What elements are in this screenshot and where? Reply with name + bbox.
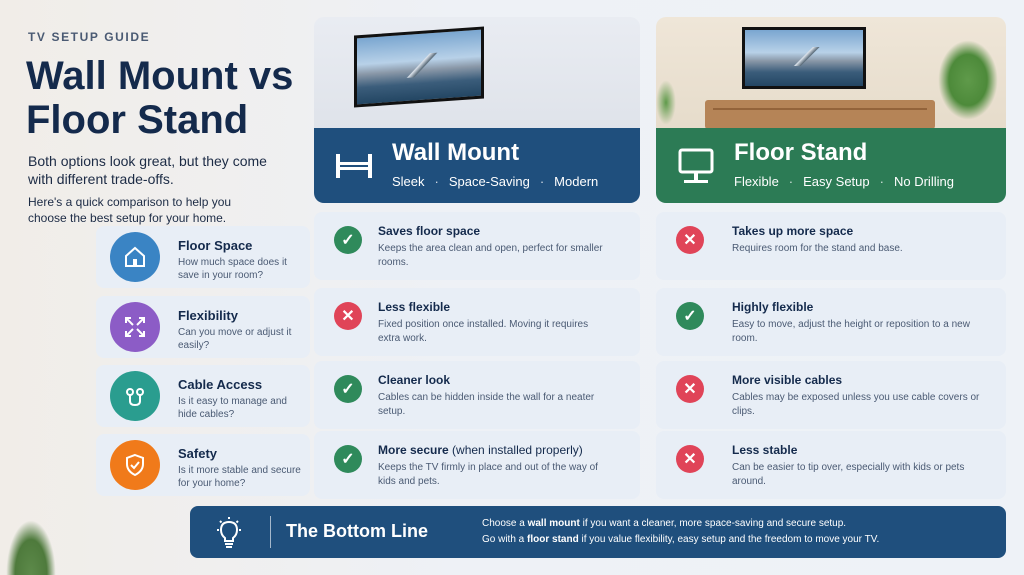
criteria-title: Cable Access bbox=[178, 377, 263, 392]
text-part: if you value flexibility, easy setup and the freedom to move your TV. bbox=[578, 534, 880, 545]
item-desc: Cables may be exposed unless you use cable covers or clips. bbox=[732, 392, 980, 417]
bottom-line-banner bbox=[190, 506, 1006, 558]
plant-illustration bbox=[938, 40, 998, 120]
wall-mount-photo bbox=[314, 17, 640, 129]
tag: Space-Saving bbox=[448, 174, 530, 189]
wall-item bbox=[314, 288, 640, 356]
floor-stand-icon bbox=[674, 146, 718, 186]
tag: No Drilling bbox=[893, 174, 954, 189]
item-desc: Requires room for the stand and base. bbox=[732, 243, 903, 254]
text-part: Go with a bbox=[482, 534, 528, 545]
plant-illustration bbox=[6, 520, 56, 575]
item-title: Less stable bbox=[732, 443, 798, 457]
criteria-title: Flexibility bbox=[178, 308, 238, 323]
title-line-2: Floor Stand bbox=[26, 98, 249, 142]
living-room-illustration bbox=[0, 250, 110, 575]
item-desc: Cables can be hidden inside the wall for a neater setup. bbox=[378, 392, 595, 417]
floor-stand-header bbox=[656, 128, 1006, 203]
arrows-expand-icon bbox=[110, 302, 160, 352]
wall-mount-icon bbox=[332, 146, 376, 186]
floor-item bbox=[656, 361, 1006, 429]
wall-mount-tags: Sleek · Space-Saving · Modern bbox=[392, 174, 599, 189]
check-icon: ✓ bbox=[334, 226, 362, 254]
wall-tv-image bbox=[354, 26, 484, 107]
tag: Flexible bbox=[734, 174, 779, 189]
intro-text-2: Here's a quick comparison to help you choose the best setup for your home. bbox=[28, 195, 232, 225]
criteria-safety bbox=[96, 434, 310, 496]
floor-item bbox=[656, 212, 1006, 280]
criteria-desc: Is it easy to manage and hide cables? bbox=[178, 396, 287, 420]
item-title: More visible cables bbox=[732, 373, 843, 387]
wall-mount-title: Wall Mount bbox=[392, 139, 520, 166]
shield-check-icon bbox=[110, 440, 160, 490]
floor-item bbox=[656, 431, 1006, 499]
bottom-line-text-2 bbox=[482, 534, 879, 545]
cable-icon bbox=[110, 371, 160, 421]
text-emphasis: floor stand bbox=[527, 534, 579, 545]
item-title: Less flexible bbox=[378, 300, 451, 314]
tag: Sleek bbox=[392, 174, 425, 189]
criteria-floor-space bbox=[96, 226, 310, 288]
bottom-line-title: The Bottom Line bbox=[286, 521, 428, 541]
criteria-desc: Is it more stable and secure for your home? bbox=[178, 465, 301, 489]
floor-tv-image bbox=[742, 27, 866, 89]
text-emphasis: wall mount bbox=[527, 518, 580, 529]
floor-stand-tags: Flexible · Easy Setup · No Drilling bbox=[734, 174, 954, 189]
item-desc: Can be easier to tip over, especially with kids or pets around. bbox=[732, 462, 965, 487]
text-part: if you want a cleaner, more space-saving and secure setup. bbox=[579, 518, 847, 529]
bottom-line-text-1 bbox=[482, 518, 846, 529]
cross-icon: ✕ bbox=[676, 375, 704, 403]
item-desc: Keeps the TV firmly in place and out of the way of kids and pets. bbox=[378, 462, 598, 487]
kicker: TV SETUP GUIDE bbox=[28, 30, 151, 44]
floor-stand-title: Floor Stand bbox=[734, 139, 868, 166]
item-title-note: (when installed properly) bbox=[452, 443, 583, 457]
item-desc: Keeps the area clean and open, perfect for smaller rooms. bbox=[378, 243, 603, 268]
plant-illustration bbox=[656, 80, 676, 125]
criteria-title: Safety bbox=[178, 446, 218, 461]
item-title: Highly flexible bbox=[732, 300, 814, 314]
item-title: Cleaner look bbox=[378, 373, 451, 387]
criteria-desc: Can you move or adjust it easily? bbox=[178, 327, 292, 351]
criteria-flexibility bbox=[96, 296, 310, 358]
check-icon: ✓ bbox=[334, 445, 362, 473]
criteria-cable-access bbox=[96, 365, 310, 427]
text-part: Choose a bbox=[482, 518, 528, 529]
page-title bbox=[26, 54, 316, 142]
floor-item bbox=[656, 288, 1006, 356]
divider bbox=[270, 516, 271, 548]
check-icon: ✓ bbox=[334, 375, 362, 403]
wall-mount-header bbox=[314, 128, 640, 203]
cross-icon: ✕ bbox=[334, 302, 362, 330]
tag: Easy Setup bbox=[803, 174, 870, 189]
item-title bbox=[378, 443, 583, 457]
item-title: Saves floor space bbox=[378, 224, 481, 238]
criteria-desc: How much space does it save in your room? bbox=[178, 257, 287, 281]
item-title-main: More secure bbox=[378, 443, 449, 457]
criteria-title: Floor Space bbox=[178, 238, 253, 253]
item-desc: Easy to move, adjust the height or reposition to a new room. bbox=[732, 319, 970, 344]
title-line-1: Wall Mount vs bbox=[26, 54, 294, 98]
wall-item bbox=[314, 361, 640, 429]
item-title: Takes up more space bbox=[732, 224, 854, 238]
tv-console-illustration bbox=[705, 100, 935, 129]
wall-item bbox=[314, 431, 640, 499]
intro-text: Both options look great, but they come with different trade-offs. bbox=[28, 153, 267, 187]
wall-item bbox=[314, 212, 640, 280]
cross-icon: ✕ bbox=[676, 445, 704, 473]
cross-icon: ✕ bbox=[676, 226, 704, 254]
home-icon bbox=[110, 232, 160, 282]
lightbulb-icon bbox=[214, 516, 244, 550]
item-desc: Fixed position once installed. Moving it requires extra work. bbox=[378, 319, 589, 344]
check-icon: ✓ bbox=[676, 302, 704, 330]
tag: Modern bbox=[554, 174, 599, 189]
